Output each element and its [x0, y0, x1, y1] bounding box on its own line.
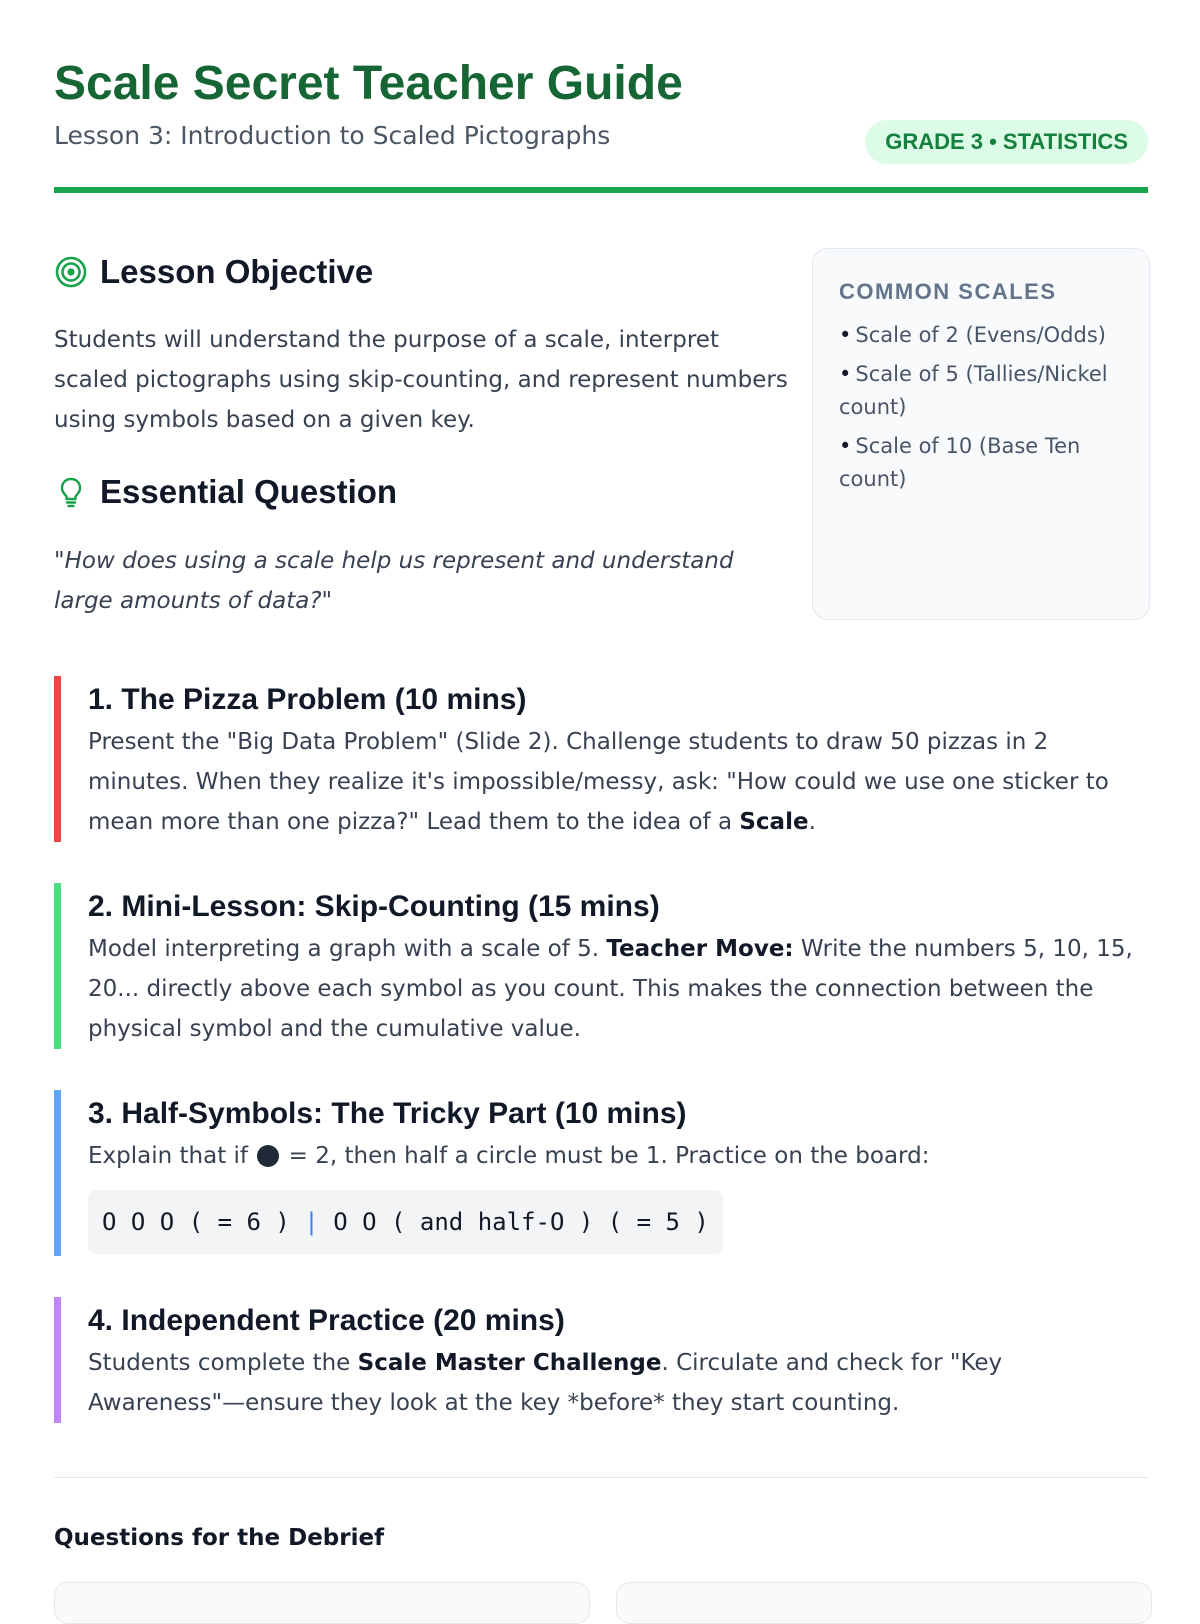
list-item [839, 430, 1123, 496]
lesson-step-3 [54, 1090, 1150, 1256]
bullet-icon: • [839, 434, 852, 458]
step-title: 1. The Pizza Problem (10 mins) [88, 683, 527, 716]
essential-question-heading-row [54, 470, 397, 514]
common-scales-card [812, 248, 1150, 620]
objective-heading: Lesson Objective [100, 253, 374, 290]
step-text: Write the numbers 5, 10, 15, 20... directly above each symbol as you count. This makes the connection between the physical symbol and the cumulative value. [88, 936, 1133, 1042]
objective-heading-row [54, 250, 373, 294]
target-icon [54, 255, 88, 289]
lesson-step-2 [54, 883, 1150, 1049]
bullet-icon: • [839, 362, 852, 386]
code-separator: | [304, 1208, 319, 1236]
scale-item-label: Scale of 10 (Base Ten count) [839, 434, 1081, 491]
step-emphasis: Teacher Move: [606, 936, 794, 962]
list-item [839, 358, 1123, 424]
practice-code-block [88, 1190, 723, 1254]
step-title: 4. Independent Practice (20 mins) [88, 1304, 565, 1337]
step-text: . Circulate and check for "Key Awareness"—ensure they look at the key *before* they start counting. [88, 1350, 1003, 1416]
step-emphasis: Scale [739, 809, 809, 835]
code-right: O O ( and half-O ) ( = 5 ) [318, 1208, 709, 1236]
lesson-step-4 [54, 1297, 1150, 1423]
debrief-card [616, 1582, 1152, 1624]
scale-item-label: Scale of 2 (Evens/Odds) [855, 323, 1106, 347]
lesson-subtitle: Lesson 3: Introduction to Scaled Pictographs [54, 121, 611, 150]
essential-question-text: "How does using a scale help us represent and understand large amounts of data?" [54, 548, 734, 614]
page-title: Scale Secret Teacher Guide [54, 57, 683, 110]
debrief-title: Questions for the Debrief [54, 1525, 385, 1551]
step-text: Students complete the [88, 1350, 358, 1376]
step-title: 2. Mini-Lesson: Skip-Counting (15 mins) [88, 890, 660, 923]
step-text: Model interpreting a graph with a scale of 5. [88, 936, 607, 962]
step-description [88, 1343, 1150, 1423]
lightbulb-icon [54, 475, 88, 509]
list-item [839, 319, 1123, 352]
bullet-icon: • [839, 323, 852, 347]
objective-text: Students will understand the purpose of a scale, interpret scaled pictographs using skip-counting, and represent numbers using symbols based on a given key. [54, 327, 788, 433]
lesson-step-1 [54, 676, 1150, 842]
step-description [88, 722, 1150, 842]
debrief-card [54, 1582, 590, 1624]
header-divider [54, 187, 1148, 193]
common-scales-title: COMMON SCALES [839, 279, 1057, 304]
step-text: Present the "Big Data Problem" (Slide 2). Challenge students to draw 50 pizzas in 2 minutes. When they realize it's impossible/messy, ask: "How could we use one sticker to mean more than one pizza?" Lead them to the idea of a [88, 729, 1109, 835]
step-text: Explain that if [88, 1143, 256, 1169]
step-text: = 2, then half a circle must be 1. Practice on the board: [281, 1143, 930, 1169]
section-divider [54, 1477, 1148, 1478]
step-text: . [808, 809, 816, 835]
step-description [88, 929, 1150, 1049]
step-emphasis: Scale Master Challenge [357, 1350, 662, 1376]
essential-question-heading: Essential Question [100, 473, 398, 510]
scale-item-label: Scale of 5 (Tallies/Nickel count) [839, 362, 1108, 419]
circle-symbol-icon [257, 1145, 279, 1167]
common-scales-list [839, 319, 1123, 496]
code-left: O O O ( = 6 ) [102, 1208, 305, 1236]
grade-badge: GRADE 3 • STATISTICS [865, 120, 1148, 164]
step-title: 3. Half-Symbols: The Tricky Part (10 mins) [88, 1097, 687, 1130]
step-description [88, 1136, 1150, 1176]
